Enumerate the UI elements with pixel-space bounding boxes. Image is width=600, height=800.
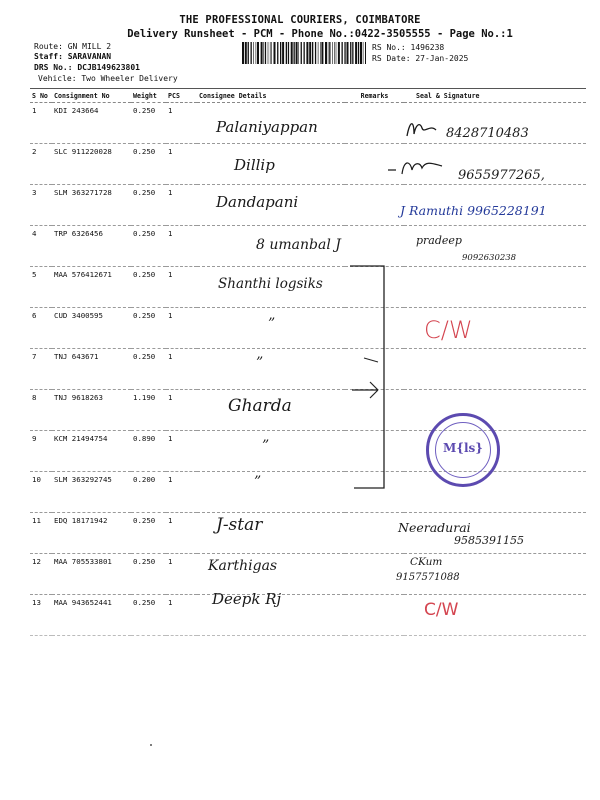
staff-line (34, 52, 111, 61)
col-header-pcs: PCS (166, 89, 197, 103)
cell-weight: 0.250 (131, 226, 166, 267)
cell-signature (404, 472, 586, 513)
barcode-bar (306, 42, 308, 64)
cell-weight: 0.250 (131, 267, 166, 308)
table-row (30, 308, 586, 349)
barcode-bar (261, 42, 263, 64)
route-label: Route: GN MILL 2 (34, 42, 112, 51)
cell-remarks (345, 513, 404, 554)
cell-consignment-no: KCM 21494754 (52, 431, 131, 472)
cell-weight: 0.250 (131, 349, 166, 390)
cell-sno: 6 (30, 308, 52, 349)
cell-signature (404, 349, 586, 390)
cell-sno: 8 (30, 390, 52, 431)
barcode-bar (312, 42, 313, 64)
cell-pcs: 1 (166, 554, 197, 595)
col-header-consignee: Consignee Details (197, 89, 345, 103)
cw-mark: C/W (424, 600, 459, 620)
barcode-bar (263, 42, 264, 64)
barcode-bar (291, 42, 293, 64)
barcode-bar (325, 42, 327, 64)
cell-pcs: 1 (166, 513, 197, 554)
vehicle-label: Vehicle: Two Wheeler Delivery (38, 74, 178, 83)
grouping-bracket (348, 262, 396, 492)
cell-sno: 13 (30, 595, 52, 636)
consignee-handwriting: Karthigas (208, 558, 278, 574)
barcode-bar (298, 42, 299, 64)
barcode-bar (355, 42, 357, 64)
barcode-bar (344, 42, 345, 64)
barcode-bar (280, 42, 281, 64)
cell-remarks (345, 226, 404, 267)
cell-consignment-no: TRP 6326456 (52, 226, 131, 267)
cell-pcs: 1 (166, 390, 197, 431)
signature-handwriting: J Ramuthi 9965228191 (400, 203, 547, 218)
table-row (30, 390, 586, 431)
barcode-bar (321, 42, 323, 64)
barcode-bar (309, 42, 311, 64)
cell-pcs: 1 (166, 144, 197, 185)
table-row (30, 595, 586, 636)
drs-number: DRS No.: DCJB149623801 (34, 63, 140, 72)
seal-initials: M{ls} (442, 441, 484, 455)
signature-scribble (386, 156, 446, 178)
name-handwriting: Neeradurai (398, 520, 471, 535)
barcode-bar (257, 42, 259, 64)
barcode-bar (270, 42, 271, 64)
barcode-bar (268, 42, 269, 64)
cell-weight: 0.250 (131, 103, 166, 144)
barcode-bar (352, 42, 353, 64)
barcode-bar (350, 42, 351, 64)
barcode-image (242, 42, 366, 64)
col-header-sno: S No (30, 89, 52, 103)
cell-signature (404, 390, 586, 431)
barcode-bar (256, 42, 257, 64)
barcode-bar (265, 42, 266, 64)
barcode-bar (277, 42, 278, 64)
cell-sno: 9 (30, 431, 52, 472)
barcode-bar (332, 42, 333, 64)
ditto-mark: ” (268, 316, 276, 332)
cell-consignment-no: MAA 576412671 (52, 267, 131, 308)
name-handwriting: CKum (410, 556, 443, 568)
cell-weight: 0.200 (131, 472, 166, 513)
cell-consignment-no: SLM 363271728 (52, 185, 131, 226)
consignee-handwriting: Deepk Rj (212, 590, 282, 608)
cell-pcs: 1 (166, 349, 197, 390)
table-header-row (30, 89, 586, 103)
barcode-bar (342, 42, 343, 64)
cell-consignee (197, 349, 345, 390)
phone-number-handwriting: 9585391155 (454, 534, 524, 547)
cell-weight: 0.250 (131, 554, 166, 595)
cell-pcs: 1 (166, 472, 197, 513)
phone-number-handwriting: 9157571088 (396, 572, 460, 583)
col-header-weight: Weight (131, 89, 166, 103)
barcode-bar (288, 42, 289, 64)
cell-sno: 4 (30, 226, 52, 267)
barcode-bar (329, 42, 330, 64)
cell-sno: 7 (30, 349, 52, 390)
barcode-bar (242, 42, 244, 64)
cell-weight: 0.890 (131, 431, 166, 472)
barcode-bar (358, 42, 359, 64)
cell-sno: 3 (30, 185, 52, 226)
barcode-bar (304, 42, 305, 64)
barcode-bar (334, 42, 335, 64)
cell-pcs: 1 (166, 185, 197, 226)
cell-consignment-no: TNJ 9618263 (52, 390, 131, 431)
runsheet-subtitle: Delivery Runsheet - PCM - Phone No.:0422-3505555 - Page No.:1 (127, 28, 513, 40)
table-row (30, 349, 586, 390)
cell-signature (404, 267, 586, 308)
cell-pcs: 1 (166, 103, 197, 144)
cell-consignment-no: MAA 943652441 (52, 595, 131, 636)
phone-number-handwriting: 9092630238 (462, 253, 517, 263)
consignee-handwriting: Gharda (228, 396, 292, 416)
table-row (30, 513, 586, 554)
company-seal-stamp (426, 413, 500, 487)
consignee-handwriting: Shanthi logsiks (218, 276, 323, 292)
cell-pcs: 1 (166, 226, 197, 267)
rs-date: RS Date: 27-Jan-2025 (372, 54, 469, 63)
barcode-bar (301, 42, 302, 64)
cell-sno: 1 (30, 103, 52, 144)
cell-sno: 5 (30, 267, 52, 308)
cell-pcs: 1 (166, 431, 197, 472)
cell-consignee (197, 431, 345, 472)
table-row (30, 431, 586, 472)
cell-pcs: 1 (166, 595, 197, 636)
cell-remarks (345, 185, 404, 226)
cell-remarks (345, 103, 404, 144)
signature-scribble (404, 118, 438, 140)
staff-label: Staff: (34, 52, 63, 61)
barcode-bar (336, 42, 337, 64)
speck-mark (150, 744, 152, 746)
barcode-bar (274, 42, 276, 64)
barcode-bar (271, 42, 272, 64)
company-title: THE PROFESSIONAL COURIERS, COIMBATORE (179, 14, 421, 26)
ditto-mark: ” (254, 474, 262, 490)
cell-consignment-no: SLC 911220028 (52, 144, 131, 185)
barcode-bar (365, 42, 366, 64)
barcode-bar (282, 42, 284, 64)
cell-pcs: 1 (166, 267, 197, 308)
cell-weight: 0.250 (131, 144, 166, 185)
cw-mark: C/W (424, 316, 473, 344)
name-handwriting: pradeep (416, 234, 462, 247)
cell-sno: 12 (30, 554, 52, 595)
barcode-bar (360, 42, 362, 64)
cell-sno: 10 (30, 472, 52, 513)
phone-number-handwriting: 8428710483 (446, 126, 529, 141)
cell-weight: 0.250 (131, 513, 166, 554)
barcode-bar (318, 42, 319, 64)
barcode-bar (245, 42, 247, 64)
barcode-bar (320, 42, 321, 64)
barcode-bar (294, 42, 295, 64)
barcode-bar (286, 42, 287, 64)
barcode-bar (363, 42, 364, 64)
cell-weight: 1.190 (131, 390, 166, 431)
cell-remarks (345, 595, 404, 636)
consignee-handwriting: J-star (216, 515, 263, 535)
cell-consignment-no: SLM 363292745 (52, 472, 131, 513)
cell-consignment-no: KDI 243664 (52, 103, 131, 144)
consignee-handwriting: Palaniyappan (216, 118, 318, 136)
table-row (30, 472, 586, 513)
cell-weight: 0.250 (131, 185, 166, 226)
cell-pcs: 1 (166, 308, 197, 349)
consignee-handwriting: 8 umanbal J (256, 237, 341, 253)
cell-weight: 0.250 (131, 308, 166, 349)
phone-number-handwriting: 9655977265, (458, 168, 545, 183)
cell-consignment-no: TNJ 643671 (52, 349, 131, 390)
barcode-bar (315, 42, 316, 64)
cell-consignee (197, 472, 345, 513)
cell-consignment-no: CUD 3400595 (52, 308, 131, 349)
ditto-mark: ” (256, 355, 264, 371)
barcode-bar (251, 42, 252, 64)
ditto-mark: ” (262, 438, 270, 454)
col-header-remarks: Remarks (345, 89, 404, 103)
cell-consignment-no: MAA 705533801 (52, 554, 131, 595)
col-header-signature: Seal & Signature (404, 89, 586, 103)
barcode-bar (296, 42, 298, 64)
cell-sno: 11 (30, 513, 52, 554)
rs-number: RS No.: 1496238 (372, 43, 445, 52)
table-row (30, 554, 586, 595)
col-header-consignment: Consignment No (52, 89, 131, 103)
cell-weight: 0.250 (131, 595, 166, 636)
barcode-bar (248, 42, 249, 64)
barcode-bar (328, 42, 329, 64)
consignee-handwriting: Dandapani (216, 193, 299, 211)
staff-value: SARAVANAN (67, 52, 112, 61)
cell-consignment-no: EDQ 18171942 (52, 513, 131, 554)
cell-sno: 2 (30, 144, 52, 185)
barcode-bar (347, 42, 349, 64)
barcode-bar (338, 42, 340, 64)
barcode-bar (253, 42, 254, 64)
consignee-handwriting: Dillip (234, 156, 275, 174)
